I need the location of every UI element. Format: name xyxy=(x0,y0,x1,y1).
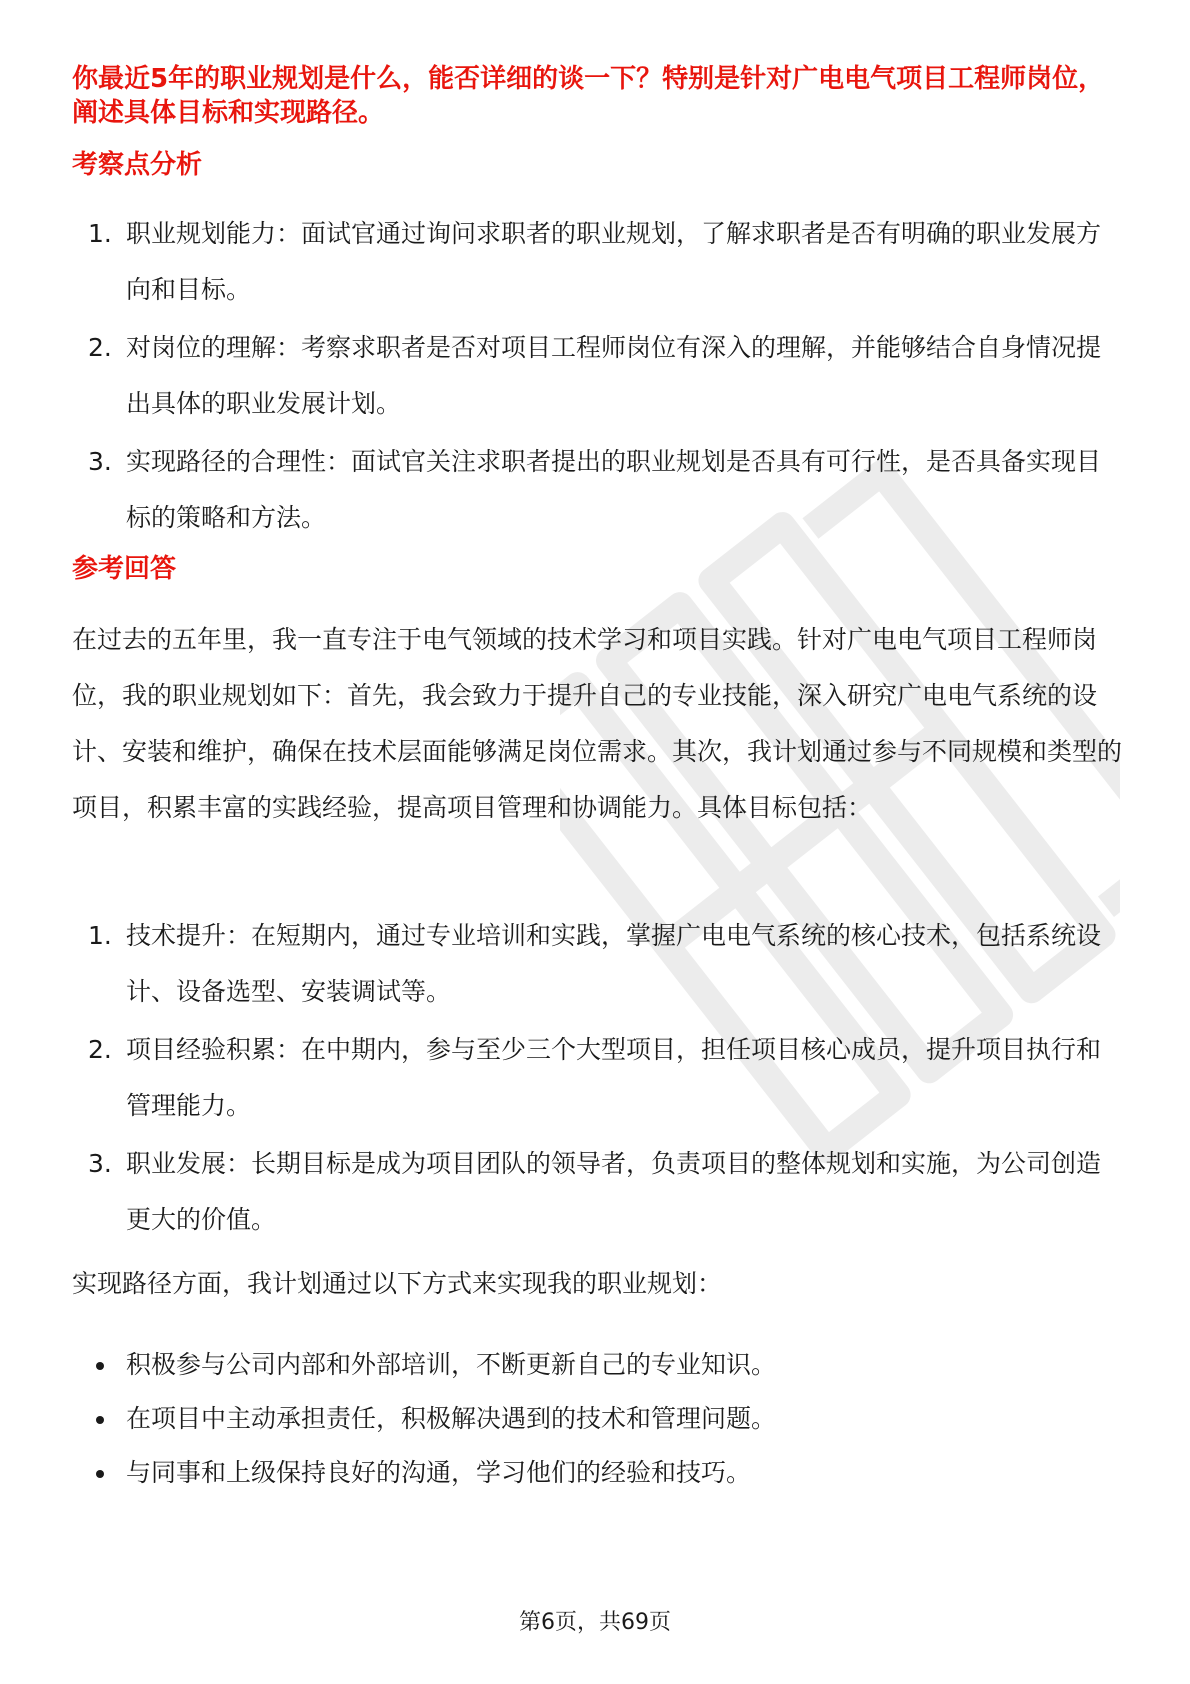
path-intro: 实现路径方面，我计划通过以下方式来实现我的职业规划： xyxy=(72,1269,723,1298)
analysis-title: 考察点分析 xyxy=(72,150,203,180)
path-item xyxy=(72,1338,1122,1392)
analysis-list xyxy=(72,206,1122,548)
list-number: 1. xyxy=(88,921,112,950)
bullet-icon xyxy=(96,1470,104,1478)
page-footer: 第6页，共69页 xyxy=(519,1610,671,1635)
goal-item xyxy=(72,1136,1122,1248)
path-list xyxy=(72,1338,1122,1500)
list-number: 1. xyxy=(88,219,112,248)
goal-item xyxy=(72,1022,1122,1134)
analysis-item-text: 职业规划能力：面试官通过询问求职者的职业规划，了解求职者是否有明确的职业发展方向和目标。 xyxy=(126,219,1102,304)
path-item-text: 与同事和上级保持良好的沟通，学习他们的经验和技巧。 xyxy=(126,1458,752,1487)
goal-item xyxy=(72,908,1122,1020)
path-item-text: 在项目中主动承担责任，积极解决遇到的技术和管理问题。 xyxy=(126,1404,777,1433)
list-number: 3. xyxy=(88,1149,112,1178)
analysis-item-text: 实现路径的合理性：面试官关注求职者提出的职业规划是否具有可行性，是否具备实现目标的策略和方法。 xyxy=(126,447,1102,532)
bullet-icon xyxy=(96,1362,104,1370)
list-number: 2. xyxy=(88,333,112,362)
goal-item-text: 技术提升：在短期内，通过专业培训和实践，掌握广电电气系统的核心技术，包括系统设计、设备选型、安装调试等。 xyxy=(126,921,1102,1006)
analysis-item-text: 对岗位的理解：考察求职者是否对项目工程师岗位有深入的理解，并能够结合自身情况提出具体的职业发展计划。 xyxy=(126,333,1102,418)
path-item-text: 积极参与公司内部和外部培训，不断更新自己的专业知识。 xyxy=(126,1350,777,1379)
goals-list xyxy=(72,908,1122,1250)
answer-intro: 在过去的五年里，我一直专注于电气领域的技术学习和项目实践。针对广电电气项目工程师岗位，我的职业规划如下：首先，我会致力于提升自己的专业技能，深入研究广电电气系统的设计、安装和维护，确保在技术层面能够满足岗位需求。其次，我计划通过参与不同规模和类型的项目，积累丰富的实践经验，提高项目管理和协调能力。具体目标包括： xyxy=(72,625,1123,822)
path-item xyxy=(72,1446,1122,1500)
analysis-item xyxy=(72,320,1122,432)
path-item xyxy=(72,1392,1122,1446)
analysis-item xyxy=(72,206,1122,318)
goal-item-text: 项目经验积累：在中期内，参与至少三个大型项目，担任项目核心成员，提升项目执行和管理能力。 xyxy=(126,1035,1102,1120)
bullet-icon xyxy=(96,1416,104,1424)
answer-title: 参考回答 xyxy=(72,554,177,584)
analysis-item xyxy=(72,434,1122,546)
question-heading: 你最近5年的职业规划是什么，能否详细的谈一下？特别是针对广电电气项目工程师岗位，阐述具体目标和实现路径。 xyxy=(72,64,1105,128)
goal-item-text: 职业发展：长期目标是成为项目团队的领导者，负责项目的整体规划和实施，为公司创造更大的价值。 xyxy=(126,1149,1102,1234)
list-number: 2. xyxy=(88,1035,112,1064)
list-number: 3. xyxy=(88,447,112,476)
